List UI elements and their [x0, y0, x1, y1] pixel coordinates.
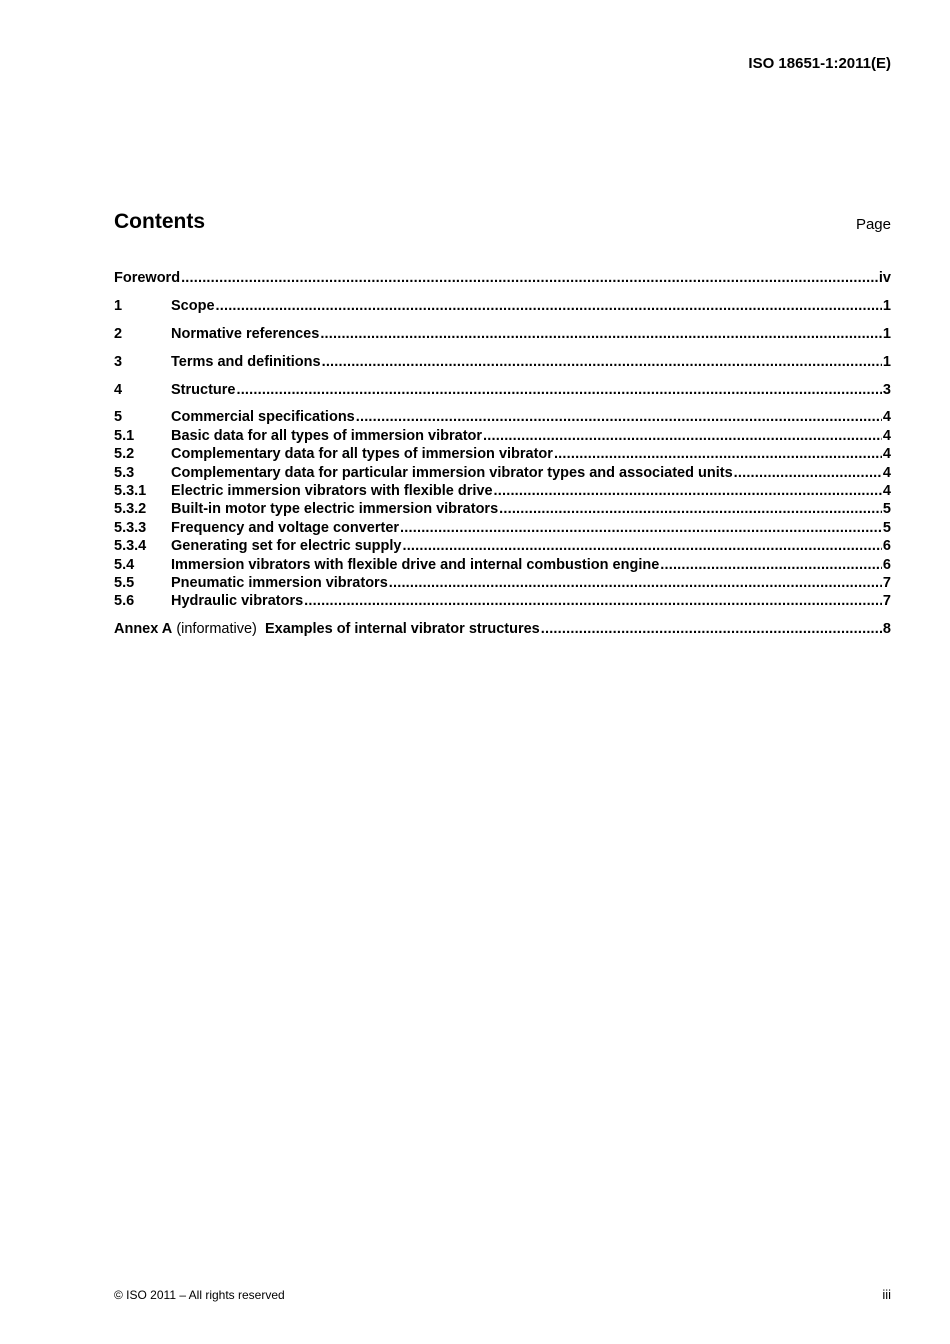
- annex-label: Annex A: [114, 621, 173, 638]
- toc-entry-number: 5.2: [114, 446, 135, 463]
- dot-leader: [322, 353, 882, 371]
- toc-entry-title: Frequency and voltage converter: [171, 519, 400, 536]
- toc-entry-page-number: 4: [882, 427, 891, 444]
- dot-leader: [660, 556, 882, 574]
- toc-entry-title: Generating set for electric supply: [171, 538, 402, 555]
- footer-page-number: iii: [882, 1287, 891, 1302]
- toc-entry-title: Hydraulic vibrators: [171, 593, 304, 610]
- toc-entry-page-number: 5: [882, 519, 891, 536]
- toc-entry-title: Complementary data for all types of immersion vibrator: [171, 446, 553, 463]
- toc-entry-number: 4: [114, 381, 123, 398]
- toc-entry-page-number: 7: [882, 574, 891, 591]
- dot-leader: [236, 381, 881, 399]
- toc-entry-page-number: 1: [882, 325, 891, 342]
- toc-entry[interactable]: [114, 482, 891, 500]
- toc-entry-title: Terms and definitions: [171, 353, 321, 370]
- toc-entry-page-number: iv: [878, 270, 891, 286]
- toc-entry-page-number: 6: [882, 556, 891, 573]
- toc-entry-title: Pneumatic immersion vibrators: [171, 574, 388, 591]
- dot-leader: [541, 620, 882, 638]
- toc-entry-number: 5.5: [114, 574, 135, 591]
- toc-entry-page-number: 1: [882, 297, 891, 314]
- copyright-notice: © ISO 2011 – All rights reserved: [114, 1288, 285, 1302]
- page-column-label: Page: [855, 216, 891, 233]
- dot-leader: [400, 519, 882, 537]
- toc-entry-page-number: 5: [882, 501, 891, 518]
- dot-leader: [356, 408, 882, 426]
- toc-entry-number: 3: [114, 353, 123, 370]
- toc-entry-page-number: 4: [882, 483, 891, 500]
- toc-entry[interactable]: [114, 381, 891, 399]
- toc-entry-page-number: 3: [882, 381, 891, 398]
- dot-leader: [494, 482, 882, 500]
- toc-entry[interactable]: [114, 297, 891, 315]
- dot-leader: [320, 325, 882, 343]
- dot-leader: [181, 269, 878, 287]
- toc-entry[interactable]: [114, 325, 891, 343]
- dot-leader: [389, 574, 882, 592]
- toc-entry[interactable]: [114, 427, 891, 445]
- toc-entry-title: Built-in motor type electric immersion vibrators: [171, 501, 499, 518]
- toc-entry-number: 5.4: [114, 556, 135, 573]
- annex-qualifier: [172, 620, 265, 638]
- toc-entry[interactable]: [114, 464, 891, 482]
- annex-qualifier-text: (informative): [176, 621, 257, 638]
- dot-leader: [483, 427, 882, 445]
- toc-entry[interactable]: [114, 537, 891, 555]
- dot-leader: [216, 297, 882, 315]
- toc-entry-number: 5: [114, 409, 123, 426]
- toc-entry-page-number: 1: [882, 353, 891, 370]
- toc-entry-number: 5.3.4: [114, 538, 147, 555]
- toc-entry[interactable]: [114, 445, 891, 463]
- toc-entry-page-number: 4: [882, 446, 891, 463]
- toc-entry-number: 2: [114, 325, 123, 342]
- toc-entry[interactable]: [114, 269, 891, 287]
- toc-entry[interactable]: [114, 408, 891, 426]
- toc-entry-number: 5.3: [114, 464, 135, 481]
- toc-entry-title: Complementary data for particular immersion vibrator types and associated units: [171, 464, 733, 481]
- toc-entry[interactable]: [114, 556, 891, 574]
- toc-entry[interactable]: [114, 519, 891, 537]
- dot-leader: [304, 592, 882, 610]
- dot-leader: [554, 445, 882, 463]
- toc-entry-number: 5.3.3: [114, 519, 147, 536]
- toc-entry-number: 5.3.1: [114, 483, 147, 500]
- toc-entry-page-number: 4: [882, 464, 891, 481]
- toc-entry-page-number: 4: [882, 409, 891, 426]
- toc-entry[interactable]: [114, 592, 891, 610]
- dot-leader: [734, 464, 882, 482]
- toc-entry-title: Foreword: [114, 270, 181, 286]
- contents-heading: Contents: [114, 210, 205, 233]
- toc-entry[interactable]: [114, 574, 891, 592]
- toc-entry-title: Basic data for all types of immersion vibrator: [171, 427, 483, 444]
- toc-entry-number: 5.1: [114, 427, 135, 444]
- toc-entries: [114, 269, 891, 611]
- dot-leader: [402, 537, 881, 555]
- toc-entry-number: 5.6: [114, 593, 135, 610]
- toc-entry-title: Scope: [171, 297, 215, 314]
- toc-entry[interactable]: [114, 353, 891, 371]
- annex-title: Examples of internal vibrator structures: [264, 621, 540, 638]
- toc-entry-title: Electric immersion vibrators with flexible drive: [171, 483, 493, 500]
- annex-page-number: 8: [882, 621, 891, 638]
- toc-entry[interactable]: [114, 500, 891, 518]
- toc-entry-title: Structure: [171, 381, 236, 398]
- toc-entry-annex-a[interactable]: [114, 620, 891, 638]
- toc-entry-page-number: 7: [882, 593, 891, 610]
- toc-entry-title: Normative references: [171, 325, 320, 342]
- toc-entry-number: 5.3.2: [114, 501, 147, 518]
- dot-leader: [499, 500, 882, 518]
- document-id: ISO 18651-1:2011(E): [748, 55, 891, 72]
- toc-entry-title: Immersion vibrators with flexible drive and internal combustion engine: [171, 556, 660, 573]
- table-of-contents: [114, 269, 891, 639]
- toc-entry-title: Commercial specifications: [171, 409, 355, 426]
- toc-entry-page-number: 6: [882, 538, 891, 555]
- toc-entry-number: 1: [114, 297, 123, 314]
